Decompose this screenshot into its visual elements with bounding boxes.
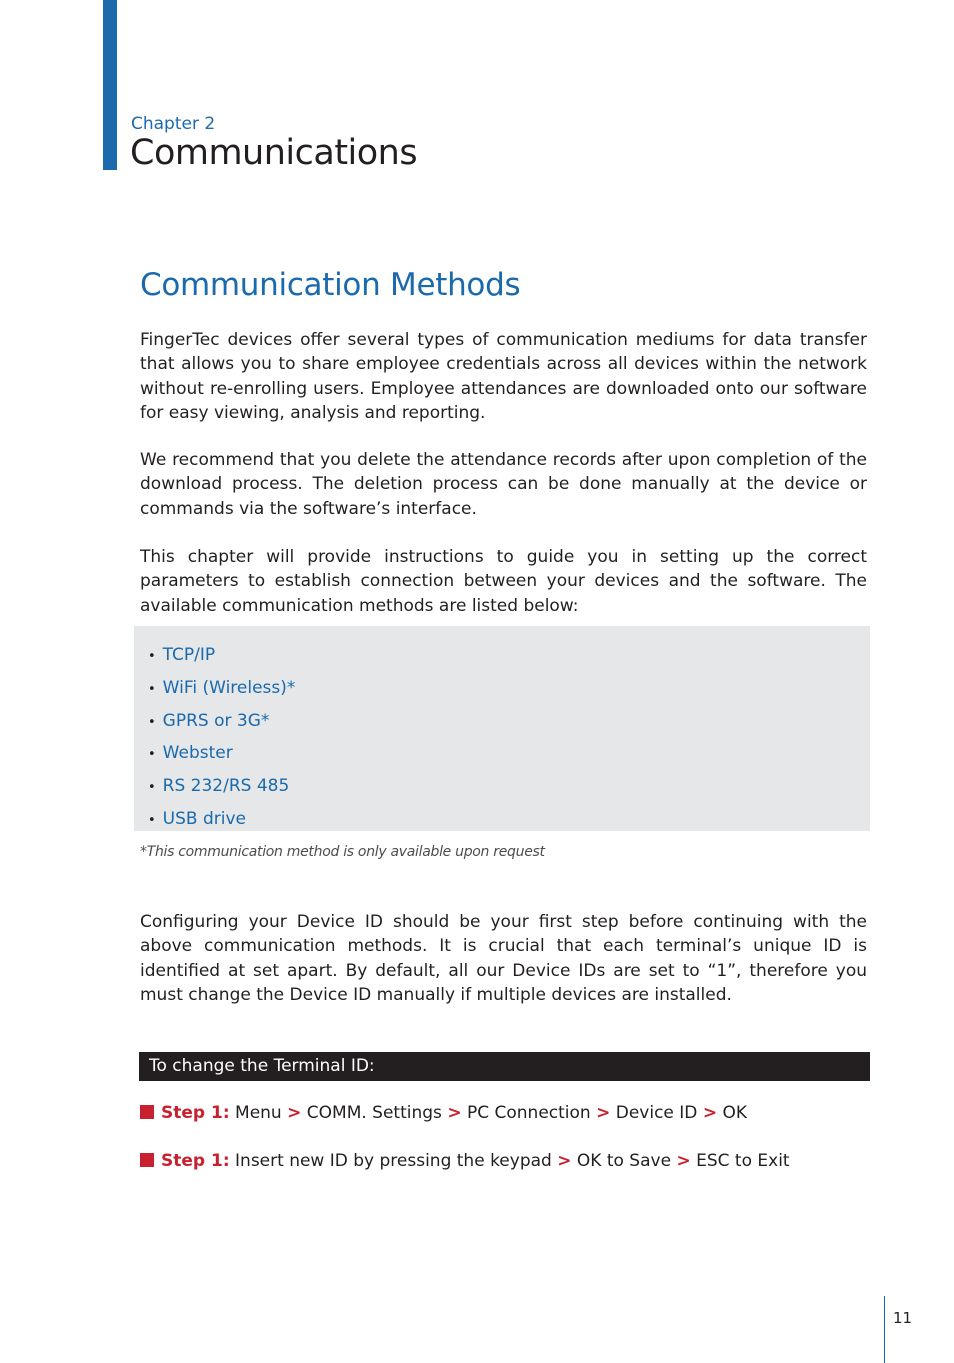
device-id-paragraph: Configuring your Device ID should be your first step before continuing with the above communication methods. It is crucial that each terminal’s unique ID is identified at set apart. By default, all our Device IDs are set to “1”, therefore you must change the Device ID manually if multiple devices are installed. [140,912,867,1005]
methods-list [148,640,295,837]
bullet-icon: • [148,681,156,697]
method-label: GPRS or 3G* [162,710,270,731]
step-part: PC Connection [466,1103,591,1123]
list-item [148,640,295,673]
chapter-title: Communications [130,133,418,173]
step-part: Insert new ID by pressing the keypad [235,1151,552,1171]
step-label: Step 1: [161,1103,230,1123]
step-part: ESC to Exit [696,1151,790,1171]
method-label: RS 232/RS 485 [162,776,290,797]
bullet-icon: • [148,714,156,730]
step-part: OK [722,1103,747,1123]
page-number-rule [884,1296,885,1363]
list-item [148,804,295,837]
recommendation-paragraph: We recommend that you delete the attendance records after upon completion of the download process. The deletion process can be done manually at the device or commands via the software’s interface. [140,450,867,519]
step-row [140,1151,790,1171]
chevron-right-icon: > [557,1151,572,1171]
bullet-icon: • [148,812,156,828]
bullet-icon: • [148,649,156,664]
red-square-icon [140,1153,154,1167]
step-row [140,1103,747,1123]
method-label: WiFi (Wireless)* [162,677,296,698]
method-label: USB drive [162,808,246,829]
chevron-right-icon: > [702,1103,718,1123]
list-item [148,738,295,771]
red-square-icon [140,1105,154,1119]
intro-paragraph: FingerTec devices offer several types of communication mediums for data transfer that allows you to share employee credentials across all devices within the network without re-enrolling users. Employee attendances are downloaded onto our software for easy viewing, analysis and reporting. [140,330,867,423]
method-label: TCP/IP [162,645,216,665]
instructions-paragraph: This chapter will provide instructions to guide you in setting up the correct parameters to establish connection between your devices and the software. The available communication methods are listed below: [140,547,867,616]
chapter-accent-bar [103,0,117,170]
list-item [148,673,295,706]
bullet-icon: • [148,780,156,796]
method-label: Webster [162,743,233,764]
step-label: Step 1: [161,1151,230,1171]
section-title: Communication Methods [140,267,521,303]
list-item [148,771,295,804]
chevron-right-icon: > [676,1151,691,1171]
list-item [148,706,295,739]
step-part: Menu [235,1103,282,1123]
step-part: Device ID [615,1103,698,1123]
methods-box [134,626,870,831]
step-part: COMM. Settings [306,1103,442,1123]
terminal-id-heading-bar [139,1052,870,1081]
step-part: OK to Save [576,1151,672,1171]
chevron-right-icon: > [287,1103,302,1123]
terminal-id-heading: To change the Terminal ID: [149,1056,375,1076]
bullet-icon: • [148,747,156,763]
chevron-right-icon: > [596,1103,611,1123]
footnote: *This communication method is only available upon request [140,844,545,860]
page-number: 11 [893,1309,913,1327]
chapter-label: Chapter 2 [131,114,216,134]
chevron-right-icon: > [447,1103,462,1123]
